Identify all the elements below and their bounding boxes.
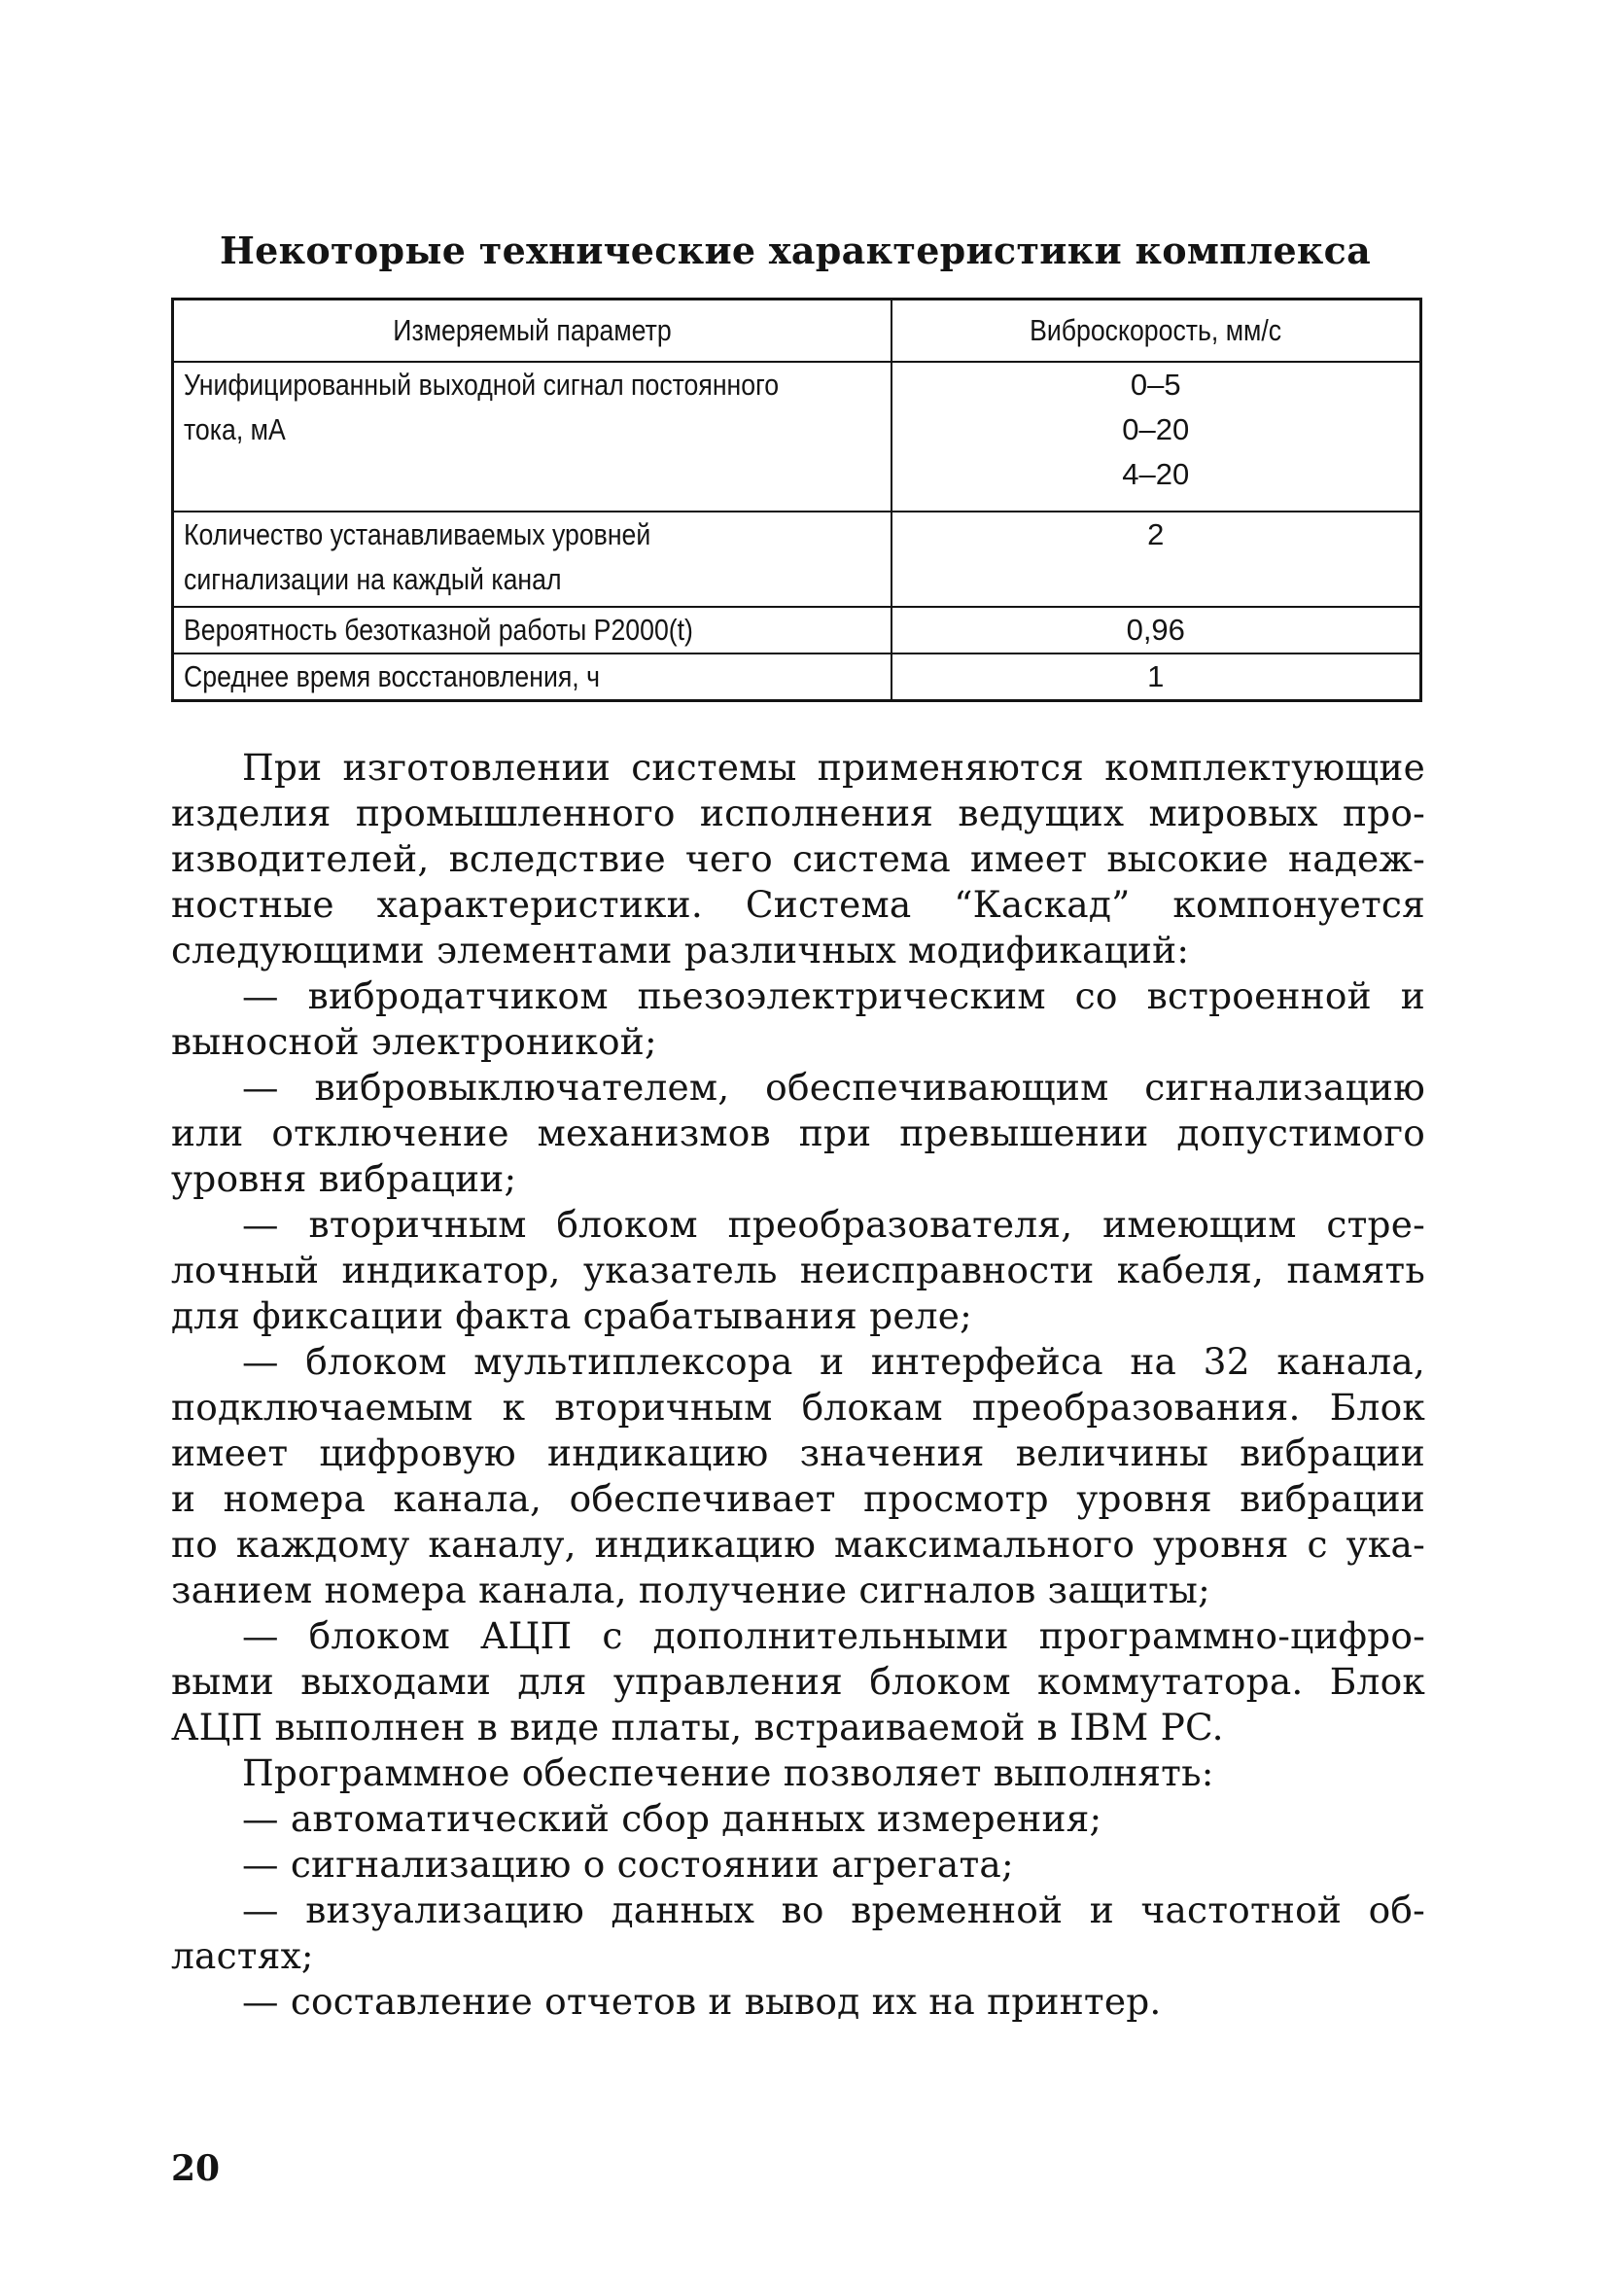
text-line: изделия промышленного исполнения ведущих мировых про-: [171, 792, 1425, 834]
parameter-cell: Количество устанавливаемых уровней сигнализации на каждый канал: [173, 512, 891, 607]
value-text: 0–5: [1130, 368, 1181, 402]
text-line: — вторичным блоком преобразователя, имеющим стре-: [242, 1203, 1425, 1246]
column-header-parameter: Измеряемый параметр: [173, 300, 891, 363]
value-cell: [891, 362, 1421, 512]
table-header-row: [173, 300, 1421, 363]
body-text: [171, 745, 1425, 2025]
table-caption: Некоторые технические характеристики комплекса: [219, 229, 1372, 272]
text-line: ностные характеристики. Система “Каскад” компонуется: [171, 883, 1425, 926]
text-line: — визуализацию данных во временной и частотной об-: [242, 1889, 1425, 1931]
text-line: для фиксации факта срабатывания реле;: [171, 1294, 972, 1337]
table-row: [173, 362, 1421, 512]
text-line: — составление отчетов и вывод их на принтер.: [242, 1980, 1162, 2023]
value-cell: [891, 512, 1421, 607]
text-line: лочный индикатор, указатель неисправности кабеля, память: [171, 1249, 1425, 1291]
text-line: следующими элементами различных модификаций:: [171, 929, 1190, 971]
parameter-cell: Вероятность безотказной работы P2000(t): [173, 607, 891, 653]
text-line: выносной электроникой;: [171, 1020, 657, 1063]
specifications-table: [171, 298, 1422, 702]
value-cell: [891, 653, 1421, 701]
text-line: — вибродатчиком пьезоэлектрическим со встроенной и: [242, 974, 1425, 1017]
text-line: — вибровыключателем, обеспечивающим сигнализацию: [242, 1066, 1425, 1109]
text-line: или отключение механизмов при превышении допустимого: [171, 1112, 1425, 1154]
text-line: — автоматический сбор данных измерения;: [242, 1797, 1102, 1840]
parameter-cell: Среднее время восстановления, ч: [173, 653, 891, 701]
text-line: АЦП выполнен в виде платы, встраиваемой в IBM PC.: [171, 1706, 1224, 1748]
text-line: — блоком мультиплексора и интерфейса на 32 канала,: [242, 1340, 1425, 1383]
text-line: и номера канала, обеспечивает просмотр уровня вибрации: [171, 1477, 1425, 1520]
text-line: уровня вибрации;: [171, 1157, 517, 1200]
page-number: 20: [171, 2148, 221, 2189]
text-line: Программное обеспечение позволяет выполнять:: [242, 1751, 1214, 1794]
value-text: 2: [1147, 517, 1165, 551]
text-line: занием номера канала, получение сигналов защиты;: [171, 1569, 1210, 1611]
column-header-value: Виброскорость, мм/с: [891, 300, 1421, 363]
text-line: изводителей, вследствие чего система имеет высокие надеж-: [171, 837, 1425, 880]
text-line: — блоком АЦП с дополнительными программно-цифро-: [242, 1614, 1425, 1657]
text-line: имеет цифровую индикацию значения величины вибрации: [171, 1431, 1425, 1474]
table-row: [173, 607, 1421, 653]
value-text: 1: [1147, 659, 1165, 693]
value-text: 0,96: [1126, 613, 1185, 647]
text-line: ластях;: [171, 1934, 314, 1977]
value-text: 0–20: [1122, 412, 1190, 446]
table-row: [173, 653, 1421, 701]
value-text: 4–20: [1122, 457, 1190, 491]
table-row: [173, 512, 1421, 607]
parameter-cell: Унифицированный выходной сигнал постоянного тока, мА: [173, 362, 891, 512]
text-line: — сигнализацию о состоянии агрегата;: [242, 1843, 1014, 1886]
text-line: подключаемым к вторичным блокам преобразования. Блок: [171, 1386, 1425, 1429]
text-line: по каждому каналу, индикацию максимального уровня с ука-: [171, 1523, 1425, 1566]
value-cell: [891, 607, 1421, 653]
text-line: При изготовлении системы применяются комплектующие: [242, 746, 1425, 789]
text-line: выми выходами для управления блоком коммутатора. Блок: [171, 1660, 1425, 1703]
